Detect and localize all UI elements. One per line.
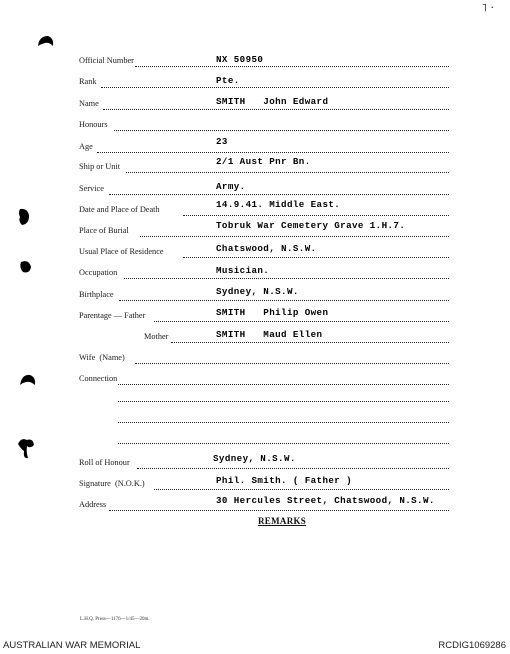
corner-mark: ˥ ·	[481, 1, 494, 14]
label-date-place-death: Date and Place of Death	[79, 205, 160, 214]
field-signature-nok	[0, 476, 510, 492]
field-connection	[0, 372, 510, 388]
label-honours: Honours	[79, 120, 108, 129]
value-rank: Pte.	[216, 75, 240, 86]
label-father: Parentage — Father	[79, 311, 146, 320]
value-ship-or-unit: 2/1 Aust Pnr Bn.	[216, 156, 311, 167]
value-birthplace: Sydney, N.S.W.	[216, 286, 299, 297]
leader-line	[154, 489, 449, 490]
label-place-of-burial: Place of Burial	[79, 226, 129, 235]
leader-line	[109, 194, 449, 195]
connection-blank-line	[118, 422, 449, 423]
leader-line	[126, 172, 449, 173]
value-date-place-death: 14.9.41. Middle East.	[216, 199, 341, 210]
field-occupation	[0, 266, 510, 282]
field-wife	[0, 351, 510, 367]
label-mother: Mother	[144, 332, 169, 341]
leader-line	[97, 152, 449, 153]
label-service: Service	[79, 184, 104, 193]
value-occupation: Musician.	[216, 265, 270, 276]
leader-line	[140, 236, 449, 237]
label-signature-nok: Signature (N.O.K.)	[79, 479, 145, 488]
field-honours	[0, 118, 510, 134]
value-father: SMITH Philip Owen	[216, 307, 329, 318]
field-father	[0, 308, 510, 324]
label-address: Address	[79, 500, 107, 509]
value-name: SMITH John Edward	[216, 96, 329, 107]
remarks-heading: REMARKS	[258, 516, 307, 526]
field-place-of-burial	[0, 220, 510, 239]
field-age	[0, 136, 510, 155]
footer-record-id: RCDIG1069286	[438, 640, 506, 651]
field-roll-of-honour	[0, 455, 510, 471]
label-rank: Rank	[79, 77, 97, 86]
label-wife: Wife (Name)	[79, 353, 125, 362]
leader-line	[103, 109, 449, 110]
value-place-of-burial: Tobruk War Cemetery Grave 1.H.7.	[216, 220, 406, 231]
label-birthplace: Birthplace	[79, 290, 114, 299]
field-mother	[0, 330, 510, 346]
footer-source: AUSTRALIAN WAR MEMORIAL	[3, 640, 141, 651]
leader-line	[118, 384, 449, 385]
field-date-place-death	[0, 199, 510, 218]
label-roll-of-honour: Roll of Honour	[79, 458, 130, 467]
field-service	[0, 181, 510, 197]
field-birthplace	[0, 287, 510, 303]
value-roll-of-honour: Sydney, N.S.W.	[213, 453, 296, 464]
leader-line	[183, 257, 449, 258]
leader-line	[183, 215, 449, 216]
value-usual-residence: Chatswood, N.S.W.	[216, 243, 317, 254]
value-age: 23	[216, 136, 228, 147]
field-name	[0, 96, 510, 112]
label-connection: Connection	[79, 374, 118, 383]
punch-hole-top-icon	[36, 34, 56, 50]
field-usual-residence	[0, 244, 510, 260]
label-usual-residence: Usual Place of Residence	[79, 247, 164, 256]
leader-line	[109, 510, 449, 511]
leader-line	[154, 321, 449, 322]
leader-line	[119, 300, 449, 301]
label-official-number: Official Number	[79, 56, 134, 65]
leader-line	[135, 66, 449, 67]
field-official-number	[0, 54, 510, 70]
value-official-number: NX 50950	[216, 54, 264, 65]
field-rank	[0, 75, 510, 91]
leader-line	[137, 468, 449, 469]
field-ship-or-unit	[0, 156, 510, 175]
label-occupation: Occupation	[79, 268, 118, 277]
leader-line	[171, 342, 449, 343]
leader-line	[101, 87, 449, 88]
press-imprint: L.H.Q. Press—1176—1/45—20m.	[80, 617, 150, 622]
label-ship-or-unit: Ship or Unit	[79, 162, 121, 171]
label-age: Age	[79, 142, 93, 151]
leader-line	[135, 363, 449, 364]
field-address	[0, 497, 510, 513]
connection-blank-line	[118, 401, 449, 402]
value-address: 30 Hercules Street, Chatswood, N.S.W.	[216, 495, 435, 506]
value-service: Army.	[216, 181, 246, 192]
label-name: Name	[79, 99, 99, 108]
leader-line	[114, 130, 449, 131]
value-signature-nok: Phil. Smith. ( Father )	[216, 475, 353, 486]
connection-blank-line	[118, 443, 449, 444]
leader-line	[124, 278, 449, 279]
value-mother: SMITH Maud Ellen	[216, 329, 323, 340]
